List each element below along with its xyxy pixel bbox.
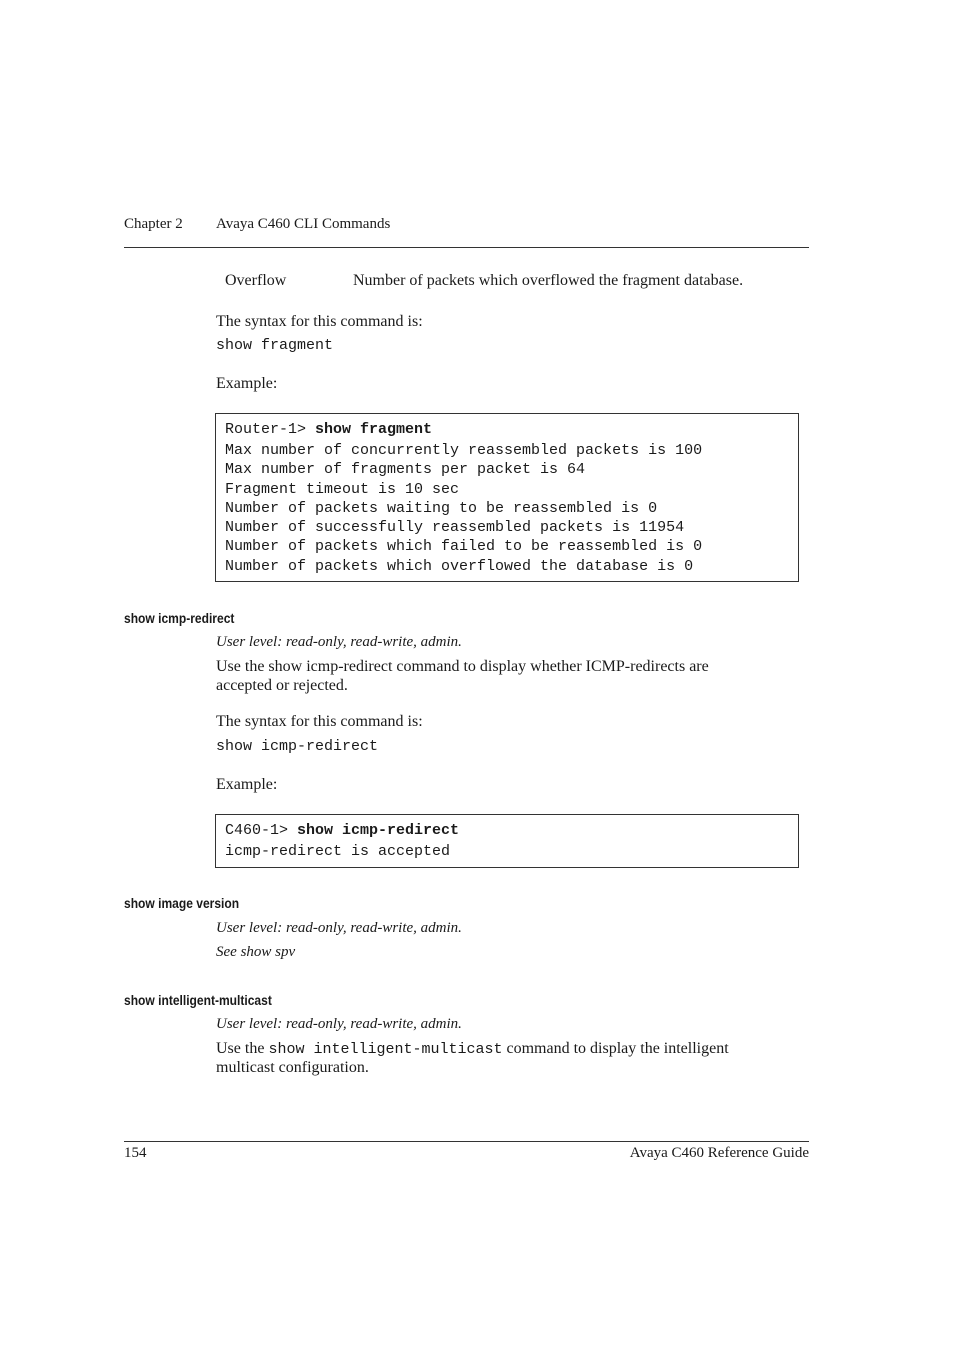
icmp-redirect-user-level: User level: read-only, read-write, admin. xyxy=(216,634,462,650)
guide-title: Avaya C460 Reference Guide xyxy=(629,1145,809,1161)
intelligent-multicast-heading: show intelligent-multicast xyxy=(124,992,272,1008)
intelligent-multicast-desc-code: show intelligent-multicast xyxy=(268,1041,503,1058)
fragment-output-line: Fragment timeout is 10 sec xyxy=(225,481,460,498)
fragment-output-line: Max number of concurrently reassembled packets is 100 xyxy=(225,442,703,459)
intelligent-multicast-desc-prefix: Use the xyxy=(216,1040,269,1057)
intelligent-multicast-description-line2: multicast configuration. xyxy=(216,1059,369,1076)
fragment-output-line: Number of packets waiting to be reassembled is 0 xyxy=(225,500,658,517)
footer-rule xyxy=(124,1141,809,1142)
fragment-syntax: show fragment xyxy=(216,337,334,354)
chapter-title: Avaya C460 CLI Commands xyxy=(216,216,391,232)
icmp-redirect-example-code-box xyxy=(215,814,799,868)
icmp-redirect-heading: show icmp-redirect xyxy=(124,610,235,626)
overflow-term: Overflow xyxy=(225,272,287,289)
page-number: 154 xyxy=(124,1145,147,1161)
icmp-redirect-output-line: icmp-redirect is accepted xyxy=(225,843,451,860)
fragment-prompt: Router-1> xyxy=(225,421,316,438)
fragment-syntax-intro: The syntax for this command is: xyxy=(216,313,423,330)
image-version-user-level: User level: read-only, read-write, admin. xyxy=(216,920,462,936)
fragment-output-line: Number of packets which failed to be reassembled is 0 xyxy=(225,538,703,555)
fragment-command-line xyxy=(225,420,432,439)
icmp-redirect-command-line xyxy=(225,821,459,840)
fragment-output-line: Number of packets which overflowed the database is 0 xyxy=(225,558,694,575)
icmp-redirect-syntax-intro: The syntax for this command is: xyxy=(216,713,423,730)
icmp-redirect-command: show icmp-redirect xyxy=(297,822,460,839)
image-version-see-reference: See show spv xyxy=(216,944,296,960)
icmp-redirect-prompt: C460-1> xyxy=(225,822,298,839)
fragment-command: show fragment xyxy=(315,421,433,438)
chapter-label: Chapter 2 xyxy=(124,216,183,232)
icmp-redirect-description-line1: Use the show icmp-redirect command to display whether ICMP-redirects are xyxy=(216,658,709,675)
fragment-output-line: Max number of fragments per packet is 64 xyxy=(225,461,586,478)
intelligent-multicast-description-line1 xyxy=(216,1039,729,1059)
fragment-example-code-box xyxy=(215,413,799,582)
intelligent-multicast-user-level: User level: read-only, read-write, admin. xyxy=(216,1016,462,1032)
image-version-heading: show image version xyxy=(124,895,240,911)
icmp-redirect-example-label: Example: xyxy=(216,776,278,793)
fragment-example-label: Example: xyxy=(216,375,278,392)
fragment-output-line: Number of successfully reassembled packets is 11954 xyxy=(225,519,685,536)
header-rule xyxy=(124,247,809,248)
overflow-definition: Number of packets which overflowed the fragment database. xyxy=(353,272,744,289)
intelligent-multicast-desc-suffix: command to display the intelligent xyxy=(502,1040,729,1057)
icmp-redirect-description-line2: accepted or rejected. xyxy=(216,677,348,694)
icmp-redirect-syntax: show icmp-redirect xyxy=(216,738,379,755)
